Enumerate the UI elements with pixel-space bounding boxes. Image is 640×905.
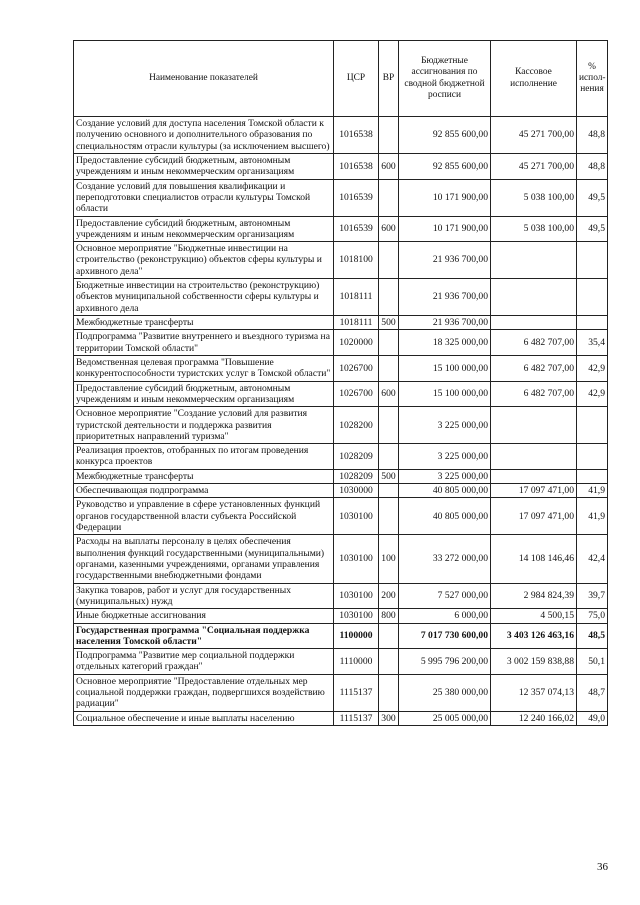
cell-name: Основное мероприятие "Предоставление отдельных мер социальной поддержки граждан, подвергшихся воздействию радиации" xyxy=(74,674,334,711)
cell-percent: 35,4 xyxy=(577,330,608,356)
cell-name: Предоставление субсидий бюджетным, автономным учреждениям и иным некоммерческим организациям xyxy=(74,381,334,407)
table-row xyxy=(74,498,608,535)
cell-name: Расходы на выплаты персоналу в целях обеспечения выполнения функций государственными (муниципальными) органами, казенными учреждениями, органами управления государственными внебюджетными фондами xyxy=(74,535,334,583)
cell-csr: 1018111 xyxy=(334,279,379,316)
cell-csr: 1016539 xyxy=(334,216,379,242)
cell-cash: 12 357 074,13 xyxy=(491,674,577,711)
table-row xyxy=(74,609,608,623)
cell-name: Межбюджетные трансферты xyxy=(74,469,334,483)
cell-percent: 41,9 xyxy=(577,484,608,498)
cell-vr xyxy=(379,498,399,535)
cell-vr: 800 xyxy=(379,609,399,623)
cell-csr: 1030100 xyxy=(334,498,379,535)
cell-percent: 42,9 xyxy=(577,355,608,381)
cell-percent: 49,0 xyxy=(577,711,608,725)
cell-percent: 49,5 xyxy=(577,179,608,216)
cell-budget: 18 325 000,00 xyxy=(399,330,491,356)
cell-name: Иные бюджетные ассигнования xyxy=(74,609,334,623)
cell-csr: 1115137 xyxy=(334,711,379,725)
cell-csr: 1030100 xyxy=(334,535,379,583)
cell-name: Реализация проектов, отобранных по итогам проведения конкурса проектов xyxy=(74,444,334,470)
table-row xyxy=(74,242,608,279)
cell-cash xyxy=(491,407,577,444)
cell-cash xyxy=(491,316,577,330)
cell-budget: 21 936 700,00 xyxy=(399,242,491,279)
header-vr: ВР xyxy=(379,41,399,117)
cell-csr: 1016538 xyxy=(334,117,379,154)
cell-cash: 45 271 700,00 xyxy=(491,153,577,179)
cell-budget: 25 005 000,00 xyxy=(399,711,491,725)
cell-csr: 1028209 xyxy=(334,444,379,470)
cell-cash: 3 403 126 463,16 xyxy=(491,623,577,649)
cell-cash: 3 002 159 838,88 xyxy=(491,649,577,675)
cell-percent: 39,7 xyxy=(577,583,608,609)
table-row xyxy=(74,583,608,609)
cell-budget: 7 527 000,00 xyxy=(399,583,491,609)
cell-percent xyxy=(577,316,608,330)
table-row xyxy=(74,279,608,316)
cell-budget: 3 225 000,00 xyxy=(399,444,491,470)
table-row xyxy=(74,674,608,711)
cell-name: Создание условий для повышения квалификации и переподготовки специалистов отрасли культуры Томской области xyxy=(74,179,334,216)
cell-vr: 600 xyxy=(379,381,399,407)
cell-name: Государственная программа "Социальная поддержка населения Томской области" xyxy=(74,623,334,649)
cell-percent: 42,4 xyxy=(577,535,608,583)
cell-vr: 600 xyxy=(379,216,399,242)
cell-budget: 7 017 730 600,00 xyxy=(399,623,491,649)
cell-cash: 45 271 700,00 xyxy=(491,117,577,154)
cell-csr: 1100000 xyxy=(334,623,379,649)
cell-budget: 3 225 000,00 xyxy=(399,407,491,444)
cell-cash: 2 984 824,39 xyxy=(491,583,577,609)
table-row xyxy=(74,316,608,330)
cell-budget: 40 805 000,00 xyxy=(399,484,491,498)
cell-percent: 42,9 xyxy=(577,381,608,407)
cell-cash: 14 108 146,46 xyxy=(491,535,577,583)
cell-vr xyxy=(379,674,399,711)
cell-vr: 600 xyxy=(379,153,399,179)
cell-budget: 21 936 700,00 xyxy=(399,316,491,330)
cell-cash: 6 482 707,00 xyxy=(491,330,577,356)
cell-percent: 48,8 xyxy=(577,153,608,179)
table-row xyxy=(74,153,608,179)
cell-budget: 40 805 000,00 xyxy=(399,498,491,535)
page-number: 36 xyxy=(597,861,608,873)
cell-cash: 5 038 100,00 xyxy=(491,179,577,216)
cell-csr: 1030100 xyxy=(334,609,379,623)
cell-vr: 200 xyxy=(379,583,399,609)
cell-name: Социальное обеспечение и иные выплаты населению xyxy=(74,711,334,725)
cell-percent: 41,9 xyxy=(577,498,608,535)
cell-vr xyxy=(379,623,399,649)
table-row xyxy=(74,407,608,444)
cell-name: Бюджетные инвестиции на строительство (реконструкцию) объектов муниципальной собственности сферы культуры и архивного дела xyxy=(74,279,334,316)
cell-budget: 33 272 000,00 xyxy=(399,535,491,583)
cell-cash xyxy=(491,242,577,279)
table-row xyxy=(74,469,608,483)
cell-name: Предоставление субсидий бюджетным, автономным учреждениям и иным некоммерческим организациям xyxy=(74,216,334,242)
cell-vr xyxy=(379,279,399,316)
table-row xyxy=(74,623,608,649)
cell-vr: 300 xyxy=(379,711,399,725)
header-percent: % испол-нения xyxy=(577,41,608,117)
cell-vr xyxy=(379,444,399,470)
table-row xyxy=(74,330,608,356)
cell-budget: 3 225 000,00 xyxy=(399,469,491,483)
cell-vr xyxy=(379,355,399,381)
cell-name: Руководство и управление в сфере установленных функций органов государственной власти субъекта Российской Федерации xyxy=(74,498,334,535)
cell-cash: 6 482 707,00 xyxy=(491,381,577,407)
cell-csr: 1020000 xyxy=(334,330,379,356)
cell-csr: 1030000 xyxy=(334,484,379,498)
cell-percent: 48,5 xyxy=(577,623,608,649)
cell-budget: 6 000,00 xyxy=(399,609,491,623)
cell-budget: 21 936 700,00 xyxy=(399,279,491,316)
table-row xyxy=(74,216,608,242)
cell-vr xyxy=(379,649,399,675)
cell-csr: 1030100 xyxy=(334,583,379,609)
cell-csr: 1018100 xyxy=(334,242,379,279)
cell-name: Основное мероприятие "Бюджетные инвестиции на строительство (реконструкцию) объектов сферы культуры и архивного дела" xyxy=(74,242,334,279)
table-row xyxy=(74,179,608,216)
cell-name: Создание условий для доступа населения Томской области к получению основного и дополнительного образования по специальностям отрасли культуры (за исключением высшего) xyxy=(74,117,334,154)
cell-percent: 50,1 xyxy=(577,649,608,675)
header-name: Наименование показателей xyxy=(74,41,334,117)
cell-percent xyxy=(577,279,608,316)
cell-percent: 48,8 xyxy=(577,117,608,154)
cell-percent: 49,5 xyxy=(577,216,608,242)
budget-execution-table xyxy=(73,40,608,726)
cell-percent xyxy=(577,242,608,279)
table-body xyxy=(74,117,608,726)
cell-percent xyxy=(577,444,608,470)
cell-cash: 4 500,15 xyxy=(491,609,577,623)
cell-name: Обеспечивающая подпрограмма xyxy=(74,484,334,498)
cell-budget: 92 855 600,00 xyxy=(399,117,491,154)
cell-vr xyxy=(379,484,399,498)
cell-name: Ведомственная целевая программа "Повышение конкурентоспособности туристских услуг в Томской области" xyxy=(74,355,334,381)
cell-cash: 12 240 166,02 xyxy=(491,711,577,725)
cell-csr: 1115137 xyxy=(334,674,379,711)
cell-cash: 17 097 471,00 xyxy=(491,498,577,535)
header-cash: Кассовое исполнение xyxy=(491,41,577,117)
cell-cash xyxy=(491,469,577,483)
cell-name: Предоставление субсидий бюджетным, автономным учреждениям и иным некоммерческим организациям xyxy=(74,153,334,179)
cell-budget: 25 380 000,00 xyxy=(399,674,491,711)
cell-cash xyxy=(491,444,577,470)
cell-csr: 1016538 xyxy=(334,153,379,179)
cell-vr xyxy=(379,407,399,444)
cell-percent: 48,7 xyxy=(577,674,608,711)
cell-csr: 1016539 xyxy=(334,179,379,216)
table-header-row xyxy=(74,41,608,117)
cell-budget: 15 100 000,00 xyxy=(399,355,491,381)
table-row xyxy=(74,711,608,725)
cell-vr xyxy=(379,242,399,279)
cell-vr: 500 xyxy=(379,469,399,483)
table-row xyxy=(74,535,608,583)
cell-cash: 17 097 471,00 xyxy=(491,484,577,498)
cell-vr xyxy=(379,179,399,216)
table-row xyxy=(74,355,608,381)
header-budget: Бюджетные ассигнования по сводной бюджетной росписи xyxy=(399,41,491,117)
cell-cash xyxy=(491,279,577,316)
cell-vr: 100 xyxy=(379,535,399,583)
cell-cash: 5 038 100,00 xyxy=(491,216,577,242)
cell-cash: 6 482 707,00 xyxy=(491,355,577,381)
cell-percent xyxy=(577,469,608,483)
cell-name: Подпрограмма "Развитие мер социальной поддержки отдельных категорий граждан" xyxy=(74,649,334,675)
cell-csr: 1028200 xyxy=(334,407,379,444)
cell-budget: 92 855 600,00 xyxy=(399,153,491,179)
cell-budget: 10 171 900,00 xyxy=(399,216,491,242)
cell-vr xyxy=(379,330,399,356)
cell-csr: 1110000 xyxy=(334,649,379,675)
cell-name: Подпрограмма "Развитие внутреннего и въездного туризма на территории Томской области" xyxy=(74,330,334,356)
cell-vr xyxy=(379,117,399,154)
table-row xyxy=(74,649,608,675)
table-row xyxy=(74,381,608,407)
cell-budget: 5 995 796 200,00 xyxy=(399,649,491,675)
cell-budget: 10 171 900,00 xyxy=(399,179,491,216)
cell-percent: 75,0 xyxy=(577,609,608,623)
cell-name: Закупка товаров, работ и услуг для государственных (муниципальных) нужд xyxy=(74,583,334,609)
cell-budget: 15 100 000,00 xyxy=(399,381,491,407)
cell-csr: 1028209 xyxy=(334,469,379,483)
cell-percent xyxy=(577,407,608,444)
header-csr: ЦСР xyxy=(334,41,379,117)
cell-vr: 500 xyxy=(379,316,399,330)
cell-name: Межбюджетные трансферты xyxy=(74,316,334,330)
cell-csr: 1026700 xyxy=(334,355,379,381)
table-row xyxy=(74,484,608,498)
cell-csr: 1018111 xyxy=(334,316,379,330)
cell-name: Основное мероприятие "Создание условий для развития туристской деятельности и поддержка развития приоритетных направлений туризма" xyxy=(74,407,334,444)
table-row xyxy=(74,444,608,470)
cell-csr: 1026700 xyxy=(334,381,379,407)
table-row xyxy=(74,117,608,154)
